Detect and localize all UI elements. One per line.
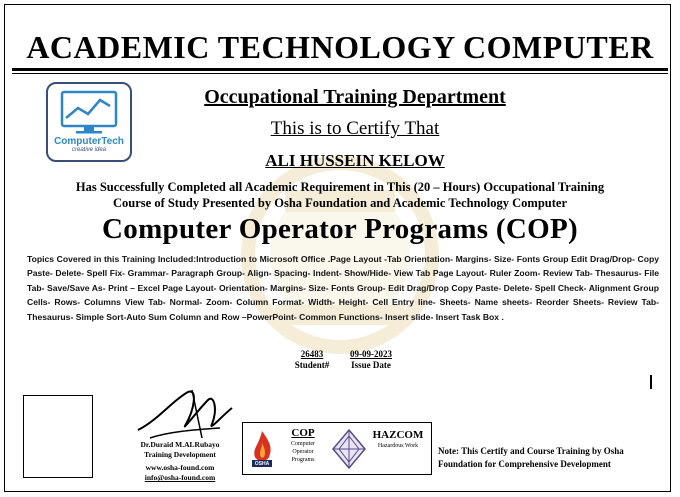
cop-sub-1: Computer	[291, 441, 315, 447]
issue-date-label: Issue Date	[351, 360, 391, 370]
signature-scribble-icon	[128, 380, 238, 442]
student-number: 26483	[300, 349, 324, 359]
topics-paragraph	[27, 252, 659, 324]
title-divider-bottom	[12, 73, 668, 74]
completion-line-2: Course of Study Presented by Osha Foundation and Academic Technology Computer	[113, 195, 567, 210]
logo-brand: ComputerTech	[54, 136, 124, 147]
completion-statement	[14, 180, 666, 211]
text-cursor-mark	[650, 375, 652, 389]
recipient-name: ALI HUSSEIN KELOW	[265, 151, 445, 170]
website-link[interactable]: www.osha-found.com	[145, 463, 215, 472]
department-heading: Occupational Training Department	[204, 86, 506, 108]
student-number-label: Student#	[294, 360, 330, 370]
title-divider-top	[12, 68, 668, 71]
signatory-name: Dr.Duraid M.ALRubayo	[140, 440, 220, 449]
program-title: Computer Operator Programs (COP)	[102, 213, 578, 245]
logo-tagline: creative idea	[71, 147, 107, 153]
footer-note: Note: This Certify and Course Training by Osha Foundation for Comprehensive Development	[438, 446, 624, 469]
topics-label: Topics Covered in this Training Included:	[27, 254, 197, 264]
completion-line-1: Has Successfully Completed all Academic Requirement in This (20 – Hours) Occupational Training	[75, 180, 605, 194]
photo-placeholder	[23, 395, 93, 478]
issue-date: 09-09-2023	[350, 349, 392, 359]
hazard-diamond-icon	[331, 428, 367, 470]
cop-sub-3: Programs	[291, 457, 315, 463]
hazcom-sub: Hazardous Work	[377, 443, 419, 449]
signatory-role: Training Development	[144, 450, 216, 459]
institution-title: ACADEMIC TECHNOLOGY COMPUTER	[26, 29, 654, 65]
topics-text: Introduction to Microsoft Office .Page Layout -Tab Orientation- Margins- Size- Fonts Group Edit Drag/Drop- Copy Paste- Delete- Spell Fix- Grammar- Paragraph Group- Align- Spacing- Indent- Show/Hide- View Tab Page Layout- Ruler Zoom- Review Tab- Thesaurus- File Tab- Save/Save As- Print – Excel Page Layout- Orientation- Margins- Size- Fonts Group- Edit Drag/Drop Copy Paste- Delete- Spell Check- Alignment Group Cells- Rows- Columns View Tab- Normal- Zoom- Column Format- Width- Height- Cell Entry line- Sheets- Name sheets- Reorder Sheets- Review Tab- Thesaurus- Simple Sort-Auto Sum Column and Row –PowerPoint- Common Functions- Insert slide- Insert Task Box .	[27, 254, 659, 322]
email-link[interactable]: info@osha-found.com	[144, 473, 216, 482]
certify-line: This is to Certify That	[270, 118, 440, 139]
computertech-logo	[46, 82, 132, 162]
cop-sub-2: Operator	[292, 449, 314, 455]
hazcom-title: HAZCOM	[372, 429, 424, 441]
accreditation-badges	[242, 422, 432, 475]
osha-label: OSHA	[254, 461, 270, 467]
cop-title: COP	[291, 427, 315, 439]
